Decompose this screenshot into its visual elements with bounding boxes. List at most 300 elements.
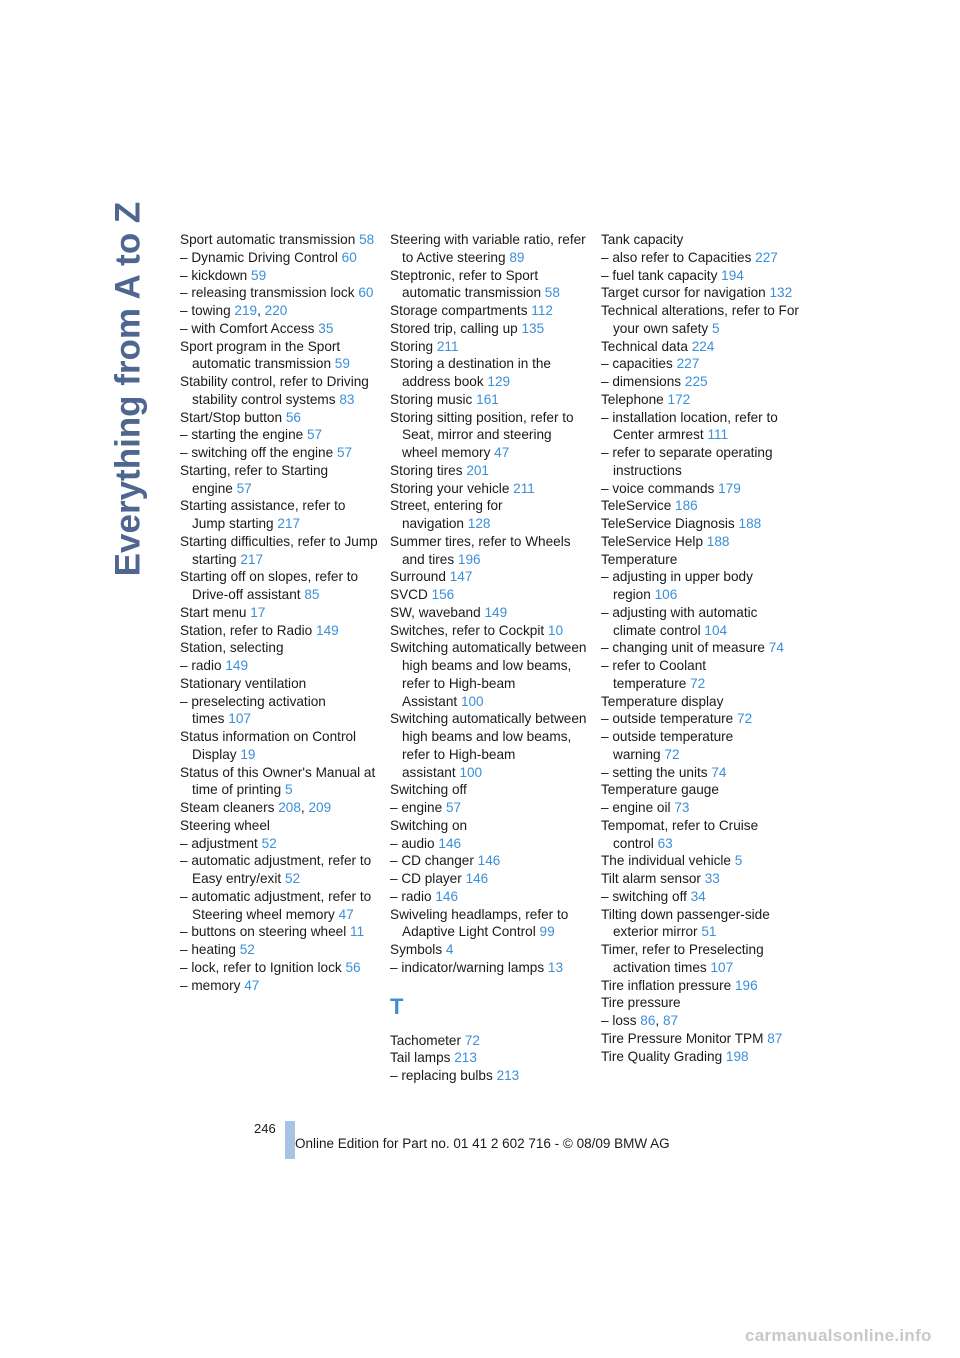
index-entry: [601, 852, 801, 870]
index-entry: [180, 444, 380, 462]
entry-text: Symbols: [390, 942, 443, 957]
entry-text: – dimensions: [601, 374, 682, 389]
page-reference-link[interactable]: 213: [454, 1050, 477, 1066]
page-reference-link[interactable]: 132: [769, 285, 793, 301]
page-reference-link[interactable]: 56: [345, 959, 361, 975]
entry-text: – radio: [390, 888, 432, 904]
entry-text: Timer, refer to Preselecting activation times: [601, 942, 764, 975]
index-entry: [180, 941, 380, 959]
entry-text: – lock, refer to Ignition lock: [180, 959, 342, 975]
page-reference-link[interactable]: 128: [467, 516, 491, 531]
index-entry: – towing 219, 220: [180, 303, 288, 318]
page-reference-link[interactable]: 57: [336, 445, 353, 460]
index-entry: [180, 497, 380, 533]
page-reference-link[interactable]: 5: [734, 853, 743, 869]
entry-text: Switching off: [390, 782, 467, 798]
index-entry: [390, 781, 590, 799]
page-reference-link[interactable]: 89: [509, 249, 525, 265]
page-reference-link[interactable]: 83: [339, 391, 355, 407]
entry-text: TeleService Diagnosis: [601, 516, 735, 531]
index-entry: [180, 852, 380, 888]
entry-text: Station, selecting: [180, 640, 284, 656]
index-entry: [601, 231, 801, 249]
page-reference-link[interactable]: 74: [768, 640, 784, 656]
page-reference-link[interactable]: 72: [664, 746, 680, 762]
entry-text: Tail lamps: [390, 1050, 451, 1066]
index-entry: [390, 533, 590, 569]
index-entry: [601, 728, 801, 764]
index-column-3: [601, 231, 801, 1065]
page-reference-link[interactable]: 34: [690, 888, 706, 904]
index-entry: [601, 604, 801, 640]
index-entry: [390, 817, 590, 835]
index-entry: [390, 267, 590, 303]
entry-text: – automatic adjustment, refer to Easy entry/exit: [180, 853, 372, 886]
footer-edition-text: Online Edition for Part no. 01 41 2 602 716 - © 08/09 BMW AG: [295, 1136, 670, 1151]
entry-text: – outside temperature: [601, 711, 734, 727]
page-reference-link[interactable]: 58: [359, 232, 375, 247]
entry-text: Steering wheel: [180, 817, 270, 833]
entry-text: Temperature: [601, 551, 678, 567]
index-entry: [180, 533, 380, 569]
page-reference-link[interactable]: 217: [277, 516, 301, 531]
entry-text: – starting the engine: [180, 427, 304, 443]
index-entry: [180, 728, 380, 764]
index-entry: [390, 710, 590, 781]
entry-text: Tire pressure: [601, 995, 681, 1011]
page-reference-link[interactable]: 5: [711, 320, 720, 336]
index-entry: [601, 444, 801, 480]
index-entry: [390, 320, 590, 338]
entry-text: – radio: [180, 658, 222, 673]
entry-text: Starting, refer to Starting engine: [180, 462, 329, 496]
index-entry: [601, 693, 801, 711]
index-entry: [601, 391, 801, 409]
page-reference-link[interactable]: 213: [496, 1068, 520, 1083]
index-entry: [180, 462, 380, 498]
index-entry: [601, 817, 801, 853]
entry-text: Street, entering for navigation: [390, 498, 503, 531]
page-reference-link[interactable]: 33: [704, 871, 720, 886]
entry-text: – adjusting with automatic climate control: [601, 604, 758, 638]
entry-text: Switches, refer to Cockpit: [390, 622, 545, 638]
page-reference-link[interactable]: 161: [476, 391, 499, 407]
page-reference-link[interactable]: 73: [674, 800, 690, 815]
entry-text: – towing: [180, 303, 231, 318]
page-reference-link[interactable]: 47: [244, 977, 260, 993]
page-reference-link[interactable]: 149: [225, 658, 249, 673]
entry-text: Summer tires, refer to Wheels and tires: [390, 533, 571, 567]
page-reference-link[interactable]: 72: [464, 1032, 480, 1048]
index-entry: [601, 284, 801, 302]
page-reference-link[interactable]: 156: [431, 587, 455, 602]
page-reference-link[interactable]: 219: [234, 303, 258, 318]
index-entry: [390, 835, 590, 853]
index-entry: [390, 409, 590, 462]
index-entry: [180, 249, 380, 267]
index-entry: – loss 86, 87: [601, 1013, 679, 1028]
page-reference-link[interactable]: 146: [435, 888, 459, 904]
page-reference-link[interactable]: 146: [477, 853, 501, 869]
entry-text: – capacities: [601, 356, 673, 372]
page-reference-link[interactable]: 86: [640, 1013, 656, 1028]
entry-text: – loss: [601, 1013, 637, 1028]
entry-text: SVCD: [390, 587, 428, 602]
index-entry: [390, 480, 590, 498]
entry-text: Target cursor for navigation: [601, 285, 766, 301]
entry-text: Tire inflation pressure: [601, 977, 732, 993]
index-entry: [180, 657, 380, 675]
entry-text: – audio: [390, 835, 435, 851]
index-entry: [390, 852, 590, 870]
index-entry: [601, 355, 801, 373]
page-reference-link[interactable]: 52: [284, 871, 301, 886]
page-reference-link[interactable]: 111: [707, 427, 729, 443]
entry-text: Tilting down passenger-side exterior mirror: [601, 906, 770, 940]
index-entry: [180, 888, 380, 924]
page-reference-link[interactable]: 74: [711, 764, 727, 780]
page-reference-link[interactable]: 60: [358, 285, 374, 301]
page-reference-link[interactable]: 100: [460, 693, 484, 709]
page-reference-link[interactable]: 179: [718, 480, 741, 496]
entry-text: Steptronic, refer to Sport automatic transmission: [390, 267, 542, 301]
index-entry: [601, 1030, 801, 1048]
page-reference-link[interactable]: 107: [710, 959, 734, 975]
entry-text: Steering with variable ratio, refer to Active steering: [390, 232, 586, 265]
page-reference-link[interactable]: 17: [250, 604, 266, 620]
index-entry: [601, 267, 801, 285]
index-entry: [180, 338, 380, 374]
page-reference-link[interactable]: 227: [755, 249, 778, 265]
page-reference-link[interactable]: 72: [690, 675, 706, 691]
index-entry: [180, 693, 380, 729]
entry-text: Storing sitting position, refer to Seat, mirror and steering wheel memory: [390, 409, 574, 460]
page-reference-link[interactable]: 208: [278, 800, 301, 815]
entry-text: Storing tires: [390, 462, 463, 478]
page-reference-link[interactable]: 47: [494, 445, 510, 460]
entry-text: – switching off: [601, 888, 687, 904]
entry-text: Tilt alarm sensor: [601, 871, 701, 886]
index-entry: [390, 1032, 590, 1050]
index-entry: [390, 888, 590, 906]
index-entry: [390, 497, 590, 533]
page-reference-link[interactable]: 147: [449, 569, 473, 585]
index-entry: [180, 622, 380, 640]
index-entry: [601, 1048, 801, 1066]
entry-text: Switching automatically between high beams and low beams, refer to High-beam Assistant: [390, 640, 587, 709]
index-entry: [601, 497, 801, 515]
page-reference-link[interactable]: 146: [438, 835, 462, 851]
page-reference-link[interactable]: 196: [734, 977, 758, 993]
entry-text: Station, refer to Radio: [180, 622, 313, 638]
entry-text: Status of this Owner's Manual at time of printing: [180, 764, 376, 798]
entry-text: – CD player: [390, 871, 462, 886]
index-entry: [180, 923, 380, 941]
index-entry: [390, 1067, 590, 1085]
page-reference-link[interactable]: 106: [654, 587, 678, 602]
page-reference-link[interactable]: 5: [284, 782, 293, 798]
index-column-2: [390, 231, 590, 1085]
entry-text: – heating: [180, 942, 236, 957]
entry-text: – voice commands: [601, 480, 715, 496]
entry-text: Stored trip, calling up: [390, 320, 518, 336]
index-entry: [180, 959, 380, 977]
page-reference-link[interactable]: 13: [547, 959, 564, 975]
index-entry: [180, 284, 380, 302]
index-entry: [390, 941, 590, 959]
index-entry: [390, 586, 590, 604]
entry-text: The individual vehicle: [601, 853, 731, 869]
entry-text: – setting the units: [601, 764, 708, 780]
page-reference-link[interactable]: 224: [691, 338, 715, 354]
index-entry: [601, 373, 801, 391]
side-title: [106, 201, 150, 577]
entry-text: Temperature gauge: [601, 782, 719, 798]
page-reference-link[interactable]: 107: [228, 711, 251, 727]
entry-text: SW, waveband: [390, 604, 481, 620]
page-reference-link[interactable]: 87: [767, 1030, 783, 1046]
entry-text: TeleService Help: [601, 533, 703, 549]
index-entry: [180, 231, 380, 249]
page-reference-link[interactable]: 51: [701, 924, 717, 940]
entry-text: Stationary ventilation: [180, 675, 307, 691]
index-entry: [390, 959, 590, 977]
index-entry: [390, 622, 590, 640]
page-reference-link[interactable]: 35: [318, 320, 334, 336]
page-reference-link[interactable]: 188: [738, 516, 762, 531]
entry-text: Tachometer: [390, 1032, 462, 1048]
entry-text: Tire Quality Grading: [601, 1048, 723, 1064]
entry-text: Swiveling headlamps, refer to Adaptive Light Control: [390, 906, 569, 940]
entry-text: Sport program in the Sport automatic transmission: [180, 338, 341, 372]
page-reference-link[interactable]: 52: [239, 942, 255, 957]
index-entry: [390, 604, 590, 622]
page-reference-link[interactable]: 209: [308, 800, 332, 815]
index-entry: [601, 568, 801, 604]
entry-text: – adjusting in upper body region: [601, 569, 753, 602]
entry-text: Storing: [390, 338, 434, 354]
page-reference-link[interactable]: 112: [531, 303, 553, 318]
page-reference-link[interactable]: 146: [465, 871, 489, 886]
index-entry: [601, 551, 801, 569]
page-reference-link[interactable]: 188: [706, 533, 730, 549]
entry-text: – refer to Coolant temperature: [601, 658, 707, 691]
page-reference-link[interactable]: 196: [457, 551, 481, 567]
page-reference-link[interactable]: 186: [675, 498, 698, 514]
entry-text: Storing your vehicle: [390, 480, 510, 496]
index-entry: [601, 515, 801, 533]
entry-text: Storage compartments: [390, 303, 528, 318]
page-reference-link[interactable]: 172: [667, 391, 691, 407]
page-reference-link[interactable]: 57: [236, 480, 252, 496]
index-entry: [180, 409, 380, 427]
entry-text: – also refer to Capacities: [601, 249, 752, 265]
page-reference-link[interactable]: 220: [264, 303, 288, 318]
index-entry: [180, 320, 380, 338]
entry-text: – engine: [390, 800, 443, 815]
page-reference-link[interactable]: 100: [459, 764, 483, 780]
page-reference-link[interactable]: 63: [657, 835, 673, 851]
index-entry: [180, 604, 380, 622]
entry-text: – fuel tank capacity: [601, 267, 718, 283]
entry-text: – engine oil: [601, 800, 671, 815]
page-reference-link[interactable]: 4: [445, 942, 454, 957]
entry-text: Tank capacity: [601, 232, 684, 247]
entry-text: – installation location, refer to Center armrest: [601, 409, 778, 443]
page-reference-link[interactable]: 99: [539, 924, 555, 940]
page-reference-link[interactable]: 10: [547, 622, 564, 638]
page-reference-link[interactable]: 198: [725, 1048, 749, 1064]
entry-text: – switching off the engine: [180, 445, 334, 460]
page-reference-link[interactable]: 201: [466, 462, 489, 478]
page-number: 246: [254, 1121, 276, 1136]
entry-text: – CD changer: [390, 853, 474, 869]
index-entry: [601, 409, 801, 445]
page-reference-link[interactable]: 58: [544, 285, 560, 301]
entry-text: Temperature display: [601, 693, 724, 709]
index-entry: [390, 462, 590, 480]
index-entry: [180, 426, 380, 444]
page-reference-link[interactable]: 56: [285, 409, 301, 425]
index-entry: [390, 355, 590, 391]
page-reference-link[interactable]: 211: [513, 480, 535, 496]
page-reference-link[interactable]: 135: [521, 320, 545, 336]
entry-text: – kickdown: [180, 267, 248, 283]
page-reference-link[interactable]: 194: [721, 267, 744, 283]
page-reference-link[interactable]: 87: [662, 1013, 679, 1028]
section-letter-heading: T: [390, 993, 404, 1019]
watermark: carmanualsonline.info: [745, 1326, 932, 1345]
index-entry: [601, 480, 801, 498]
entry-text: – changing unit of measure: [601, 640, 765, 656]
page-reference-link[interactable]: 211: [436, 338, 459, 354]
entry-text: Storing a destination in the address book: [390, 356, 551, 389]
index-entry: [180, 977, 380, 995]
side-title-text: Everything from A to Z: [108, 201, 147, 577]
page-reference-link[interactable]: 19: [240, 746, 256, 762]
entry-text: – outside temperature warning: [601, 729, 734, 762]
entry-text: – memory: [180, 977, 241, 993]
entry-text: – preselecting activation times: [180, 693, 326, 727]
index-entry: [601, 710, 801, 728]
index-entry: [601, 338, 801, 356]
index-entry: [390, 391, 590, 409]
index-entry: [180, 675, 380, 693]
index-entry: [390, 799, 590, 817]
section-t-entries: [390, 1032, 590, 1085]
index-entry: [180, 817, 380, 835]
entry-text: Steam cleaners: [180, 800, 275, 815]
entry-text: TeleService: [601, 498, 672, 514]
entry-text: Switching on: [390, 817, 468, 833]
footer-accent-bar: [285, 1121, 295, 1159]
page-reference-link[interactable]: 227: [676, 356, 700, 372]
index-entry: [601, 870, 801, 888]
entry-text: Tempomat, refer to Cruise control: [601, 817, 759, 851]
entry-text: – releasing transmission lock: [180, 285, 355, 301]
entry-text: – replacing bulbs: [390, 1068, 493, 1083]
index-entry: [390, 1049, 590, 1067]
index-entry: [601, 888, 801, 906]
index-entry: [390, 338, 590, 356]
index-entry: [601, 994, 801, 1012]
index-entry: [180, 568, 380, 604]
page-reference-link[interactable]: 225: [684, 374, 708, 389]
entry-text: Status information on Control Display: [180, 729, 357, 762]
entry-text: Sport automatic transmission: [180, 232, 356, 247]
page-reference-link[interactable]: 217: [240, 551, 264, 567]
index-entry: [601, 764, 801, 782]
index-column-1: [180, 231, 380, 994]
index-entry: [390, 568, 590, 586]
entry-text: Starting off on slopes, refer to Drive-off assistant: [180, 569, 359, 602]
index-entry: [390, 906, 590, 942]
index-entry: [180, 764, 380, 800]
page-reference-link[interactable]: 72: [737, 711, 753, 727]
index-entry: [601, 249, 801, 267]
index-entry: [601, 533, 801, 551]
page-reference-link[interactable]: 59: [334, 356, 350, 372]
page-reference-link[interactable]: 149: [484, 604, 508, 620]
entry-text: Start/Stop button: [180, 409, 283, 425]
page-reference-link[interactable]: 59: [251, 267, 267, 283]
entry-text: Start menu: [180, 604, 247, 620]
entry-text: – refer to separate operating instructions: [601, 445, 773, 478]
entry-text: – adjustment: [180, 835, 258, 851]
page-reference-link[interactable]: 149: [316, 622, 339, 638]
page-reference-link[interactable]: 57: [306, 427, 323, 443]
index-entry: [601, 781, 801, 799]
page-reference-link[interactable]: 85: [304, 587, 320, 602]
entry-text: Surround: [390, 569, 446, 585]
page-reference-link[interactable]: 52: [261, 835, 277, 851]
index-entry: [180, 639, 380, 657]
entry-text: Starting difficulties, refer to Jump starting: [180, 533, 378, 567]
entry-text: Technical alterations, refer to For your own safety: [601, 303, 799, 336]
entry-text: Starting assistance, refer to Jump starting: [180, 498, 346, 531]
entry-text: – with Comfort Access: [180, 320, 315, 336]
page-reference-link[interactable]: 11: [350, 924, 365, 940]
page-reference-link[interactable]: 47: [338, 906, 354, 922]
entry-text: Stability control, refer to Driving stability control systems: [180, 374, 369, 407]
index-entry: Steam cleaners 208, 209: [180, 800, 332, 815]
page-reference-link[interactable]: 60: [341, 249, 357, 265]
index-entries: [390, 231, 590, 977]
index-entry: [601, 799, 801, 817]
entry-text: Storing music: [390, 391, 473, 407]
entry-text: Telephone: [601, 391, 664, 407]
entry-text: Technical data: [601, 338, 688, 354]
page-reference-link[interactable]: 57: [445, 800, 462, 815]
index-entry: [601, 639, 801, 657]
index-entry: [390, 639, 590, 710]
index-entry: [601, 657, 801, 693]
index-entry: [390, 870, 590, 888]
entry-text: – indicator/warning lamps: [390, 959, 545, 975]
entry-text: – buttons on steering wheel: [180, 924, 347, 940]
entry-text: Switching automatically between high beams and low beams, refer to High-beam assistant: [390, 711, 587, 780]
index-entry: [180, 373, 380, 409]
index-entry: [601, 941, 801, 977]
page-reference-link[interactable]: 129: [487, 374, 511, 389]
index-entry: [601, 302, 801, 338]
index-entry: [390, 231, 590, 267]
page-reference-link[interactable]: 104: [704, 622, 728, 638]
entry-text: Tire Pressure Monitor TPM: [601, 1030, 764, 1046]
index-entry: [180, 835, 380, 853]
index-entry: [601, 906, 801, 942]
entry-text: – Dynamic Driving Control: [180, 249, 338, 265]
